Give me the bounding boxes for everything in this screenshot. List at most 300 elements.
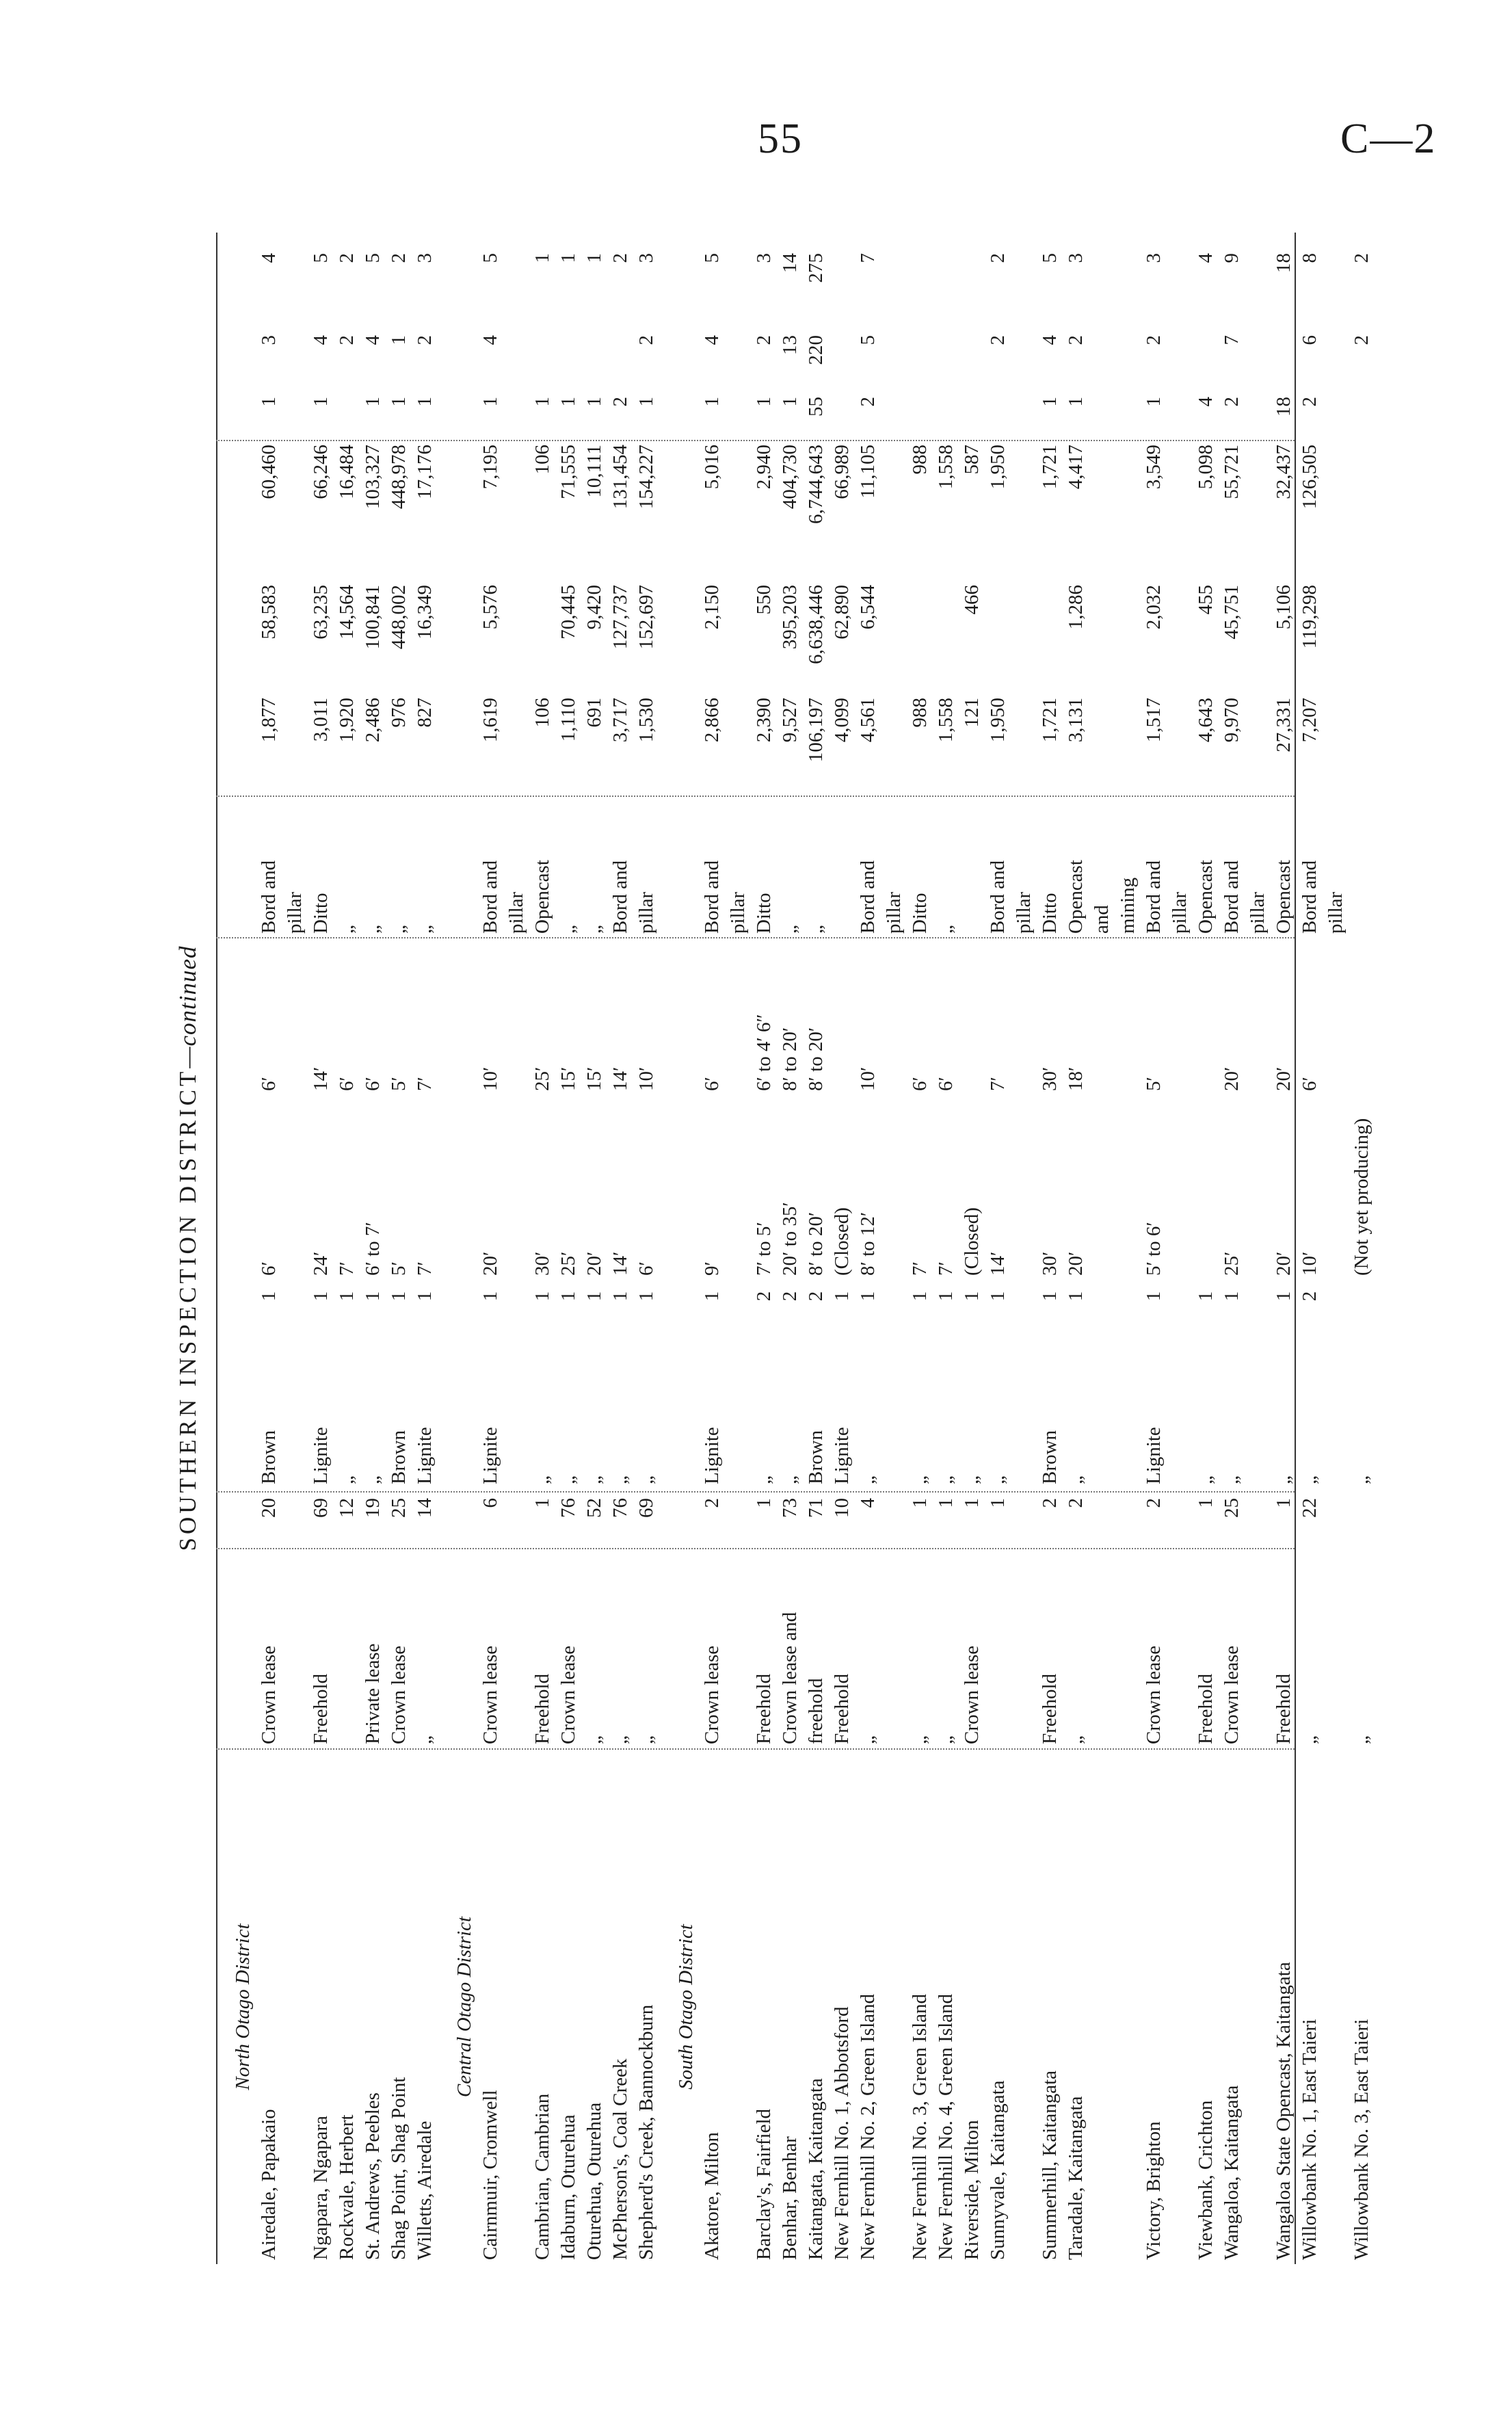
cell-thick: 6′	[635, 1261, 657, 1276]
cell-n3: 131,454	[609, 445, 631, 510]
cell-method: Bord and	[479, 860, 501, 934]
cell-n3: 7,195	[479, 445, 501, 490]
cell-method: pillar	[1013, 891, 1035, 934]
cell-thick: 7′	[909, 1261, 931, 1276]
cell-worked: 6′	[336, 1077, 358, 1091]
cell-method: Opencast	[531, 860, 553, 934]
cell-name: Taradale, Kaitangata	[1065, 2096, 1087, 2260]
cell-n6: 5	[1039, 253, 1061, 263]
cell-worked: 14′	[310, 1066, 332, 1091]
cell-n5	[829, 335, 855, 390]
district-heading-row	[451, 233, 477, 2264]
cell-name: Summerhill, Kaitangata	[1039, 2070, 1061, 2260]
cell-area	[503, 1498, 529, 1546]
cell-n3: 66,246	[310, 445, 332, 499]
cell-n4	[829, 397, 855, 438]
cell-tenure: Crown lease	[258, 1645, 280, 1744]
cell-coal	[282, 1313, 308, 1484]
cell-thick: 24′	[310, 1251, 332, 1276]
cell-method: pillar	[1247, 891, 1269, 934]
cell-area	[1323, 1498, 1349, 1546]
cell-n3: 106	[531, 445, 553, 475]
cell-n4: 1	[310, 397, 332, 407]
cell-n2: 448,002	[388, 585, 410, 650]
cell-n2: 119,298	[1299, 585, 1321, 649]
cell-n5: 4	[1039, 335, 1061, 345]
cell-area: 12	[336, 1498, 358, 1518]
cell-n1	[1115, 698, 1141, 793]
cell-area: 25	[1221, 1498, 1243, 1518]
table-row	[1089, 233, 1115, 2264]
cell-n1: 2,866	[701, 698, 723, 743]
cell-method	[959, 797, 985, 934]
cell-n4	[959, 397, 985, 438]
district-heading-row	[673, 233, 699, 2264]
cell-coal	[881, 1313, 907, 1484]
cell-coal: Lignite	[310, 1427, 332, 1484]
cell-n1: 106,197	[805, 698, 827, 763]
cell-area: 2	[1143, 1498, 1165, 1508]
cell-area: 6	[479, 1498, 501, 1508]
cell-n5: 2	[987, 335, 1009, 345]
cell-n1	[725, 698, 751, 793]
cell-thick: 25′	[1221, 1251, 1243, 1276]
cell-thick	[503, 1098, 529, 1276]
table-row	[581, 233, 607, 2264]
cell-name: St. Andrews, Peebles	[362, 2092, 384, 2260]
cell-name	[1115, 1754, 1141, 2260]
table-row	[959, 233, 985, 2264]
cell-coal	[503, 1313, 529, 1484]
cell-worked: 20′	[1273, 1066, 1295, 1091]
cell-n1	[1011, 698, 1037, 793]
cell-area	[725, 1498, 751, 1546]
cell-n3: 5,016	[701, 445, 723, 490]
cell-thick: 9′	[701, 1261, 723, 1276]
cell-n4: 1	[583, 397, 605, 407]
cell-n4: 1	[531, 397, 553, 407]
cell-n5	[581, 335, 607, 390]
cell-area: 76	[557, 1498, 579, 1518]
cell-n4: 1	[701, 397, 723, 407]
cell-n1: 1,721	[1039, 698, 1061, 743]
cell-n6: 4	[258, 253, 280, 263]
cell-name: Viewbank, Crichton	[1195, 2100, 1217, 2260]
cell-n3: 404,730	[779, 445, 801, 510]
cell-n6: 8	[1299, 253, 1321, 263]
cell-n1: 2,486	[362, 698, 384, 743]
cell-n5: 2	[753, 335, 775, 345]
cell-n6: 3	[414, 253, 436, 263]
cell-n1: 1,619	[479, 698, 501, 743]
cell-n1	[1089, 698, 1115, 793]
cell-tenure: Freehold	[1039, 1673, 1061, 1744]
cell-n6: 7	[857, 253, 879, 263]
cell-n4: 1	[779, 397, 801, 407]
cell-n4	[1323, 397, 1349, 438]
cell-thick: 14′	[609, 1251, 631, 1276]
cell-name: Barclay's, Fairfield	[753, 2108, 775, 2260]
cell-method: pillar	[284, 891, 306, 934]
table-title-suffix: —continued	[174, 945, 201, 1068]
cell-seams: 1	[831, 1291, 853, 1302]
table-row	[777, 233, 803, 2264]
cell-n2	[1115, 585, 1141, 694]
cell-n1: 976	[388, 698, 410, 728]
cell-n6: 5	[362, 253, 384, 263]
cell-n3: 6,744,643	[805, 445, 827, 524]
cell-method: Opencast	[1195, 860, 1217, 934]
cell-tenure: „	[857, 1735, 879, 1744]
cell-method: Bord and	[1299, 860, 1321, 934]
cell-thick: 25′	[557, 1251, 579, 1276]
cell-name: Akatore, Milton	[701, 2132, 723, 2260]
cell-seams: 1	[701, 1291, 723, 1302]
table-row	[1063, 233, 1089, 2264]
cell-n4	[933, 397, 959, 438]
cell-n1: 1,517	[1143, 698, 1165, 743]
cell-n2: 5,576	[479, 585, 501, 630]
cell-n5: 4	[362, 335, 384, 345]
cell-seams	[282, 1283, 308, 1310]
cell-n3: 587	[961, 445, 983, 475]
cell-n5: 2	[1143, 335, 1165, 345]
cell-method: and	[1091, 905, 1113, 934]
cell-seams	[1167, 1283, 1193, 1310]
cell-n3	[1115, 445, 1141, 581]
cell-method: Bord and	[1143, 860, 1165, 934]
cell-area	[1349, 1498, 1375, 1546]
cell-n5: 2	[1351, 335, 1372, 345]
cell-n1	[1167, 698, 1193, 793]
cell-n2	[1089, 585, 1115, 694]
cell-n3: 17,176	[414, 445, 436, 499]
cell-n2	[503, 585, 529, 694]
cell-seams: 2	[779, 1291, 801, 1302]
table-row	[503, 233, 529, 2264]
cell-method: Bord and	[1221, 860, 1243, 934]
cell-seams	[1323, 1283, 1349, 1310]
cell-area	[1011, 1498, 1037, 1546]
cell-area: 71	[805, 1498, 827, 1518]
cell-n1	[1349, 698, 1375, 793]
cell-n1: 3,131	[1065, 698, 1087, 743]
table-row	[1115, 233, 1141, 2264]
cell-n3	[881, 445, 907, 581]
cell-thick: 7′ to 5′	[753, 1222, 775, 1276]
cell-n5	[959, 335, 985, 390]
page-number: 55	[758, 116, 803, 162]
cell-n6	[1323, 253, 1349, 328]
cell-n2: 100,841	[362, 585, 384, 650]
cell-n2: 45,751	[1221, 585, 1243, 640]
cell-thick: 8′ to 20′	[805, 1211, 827, 1276]
cell-worked: 18′	[1065, 1066, 1087, 1091]
cell-n3: 71,555	[557, 445, 579, 499]
cell-seams: 1	[857, 1291, 879, 1302]
cell-n5: 2	[336, 335, 358, 345]
cell-n1: 4,561	[857, 698, 879, 743]
cell-n6: 18	[1273, 253, 1295, 273]
cell-coal: „	[531, 1475, 553, 1484]
cell-thick: 6′ to 7′	[362, 1222, 384, 1276]
cell-n3: 5,098	[1195, 445, 1217, 490]
cell-n1: 1,877	[258, 698, 280, 743]
cell-seams: 1	[388, 1291, 410, 1302]
cell-area: 1	[909, 1498, 931, 1508]
district-heading-row	[230, 233, 256, 2264]
cell-worked: 8′ to 20′	[805, 1027, 827, 1091]
cell-n1	[503, 698, 529, 793]
cell-n4	[334, 397, 360, 438]
cell-seams: 2	[753, 1291, 775, 1302]
cell-n2: 455	[1195, 585, 1217, 615]
cell-n2	[1323, 585, 1349, 694]
cell-area	[1167, 1498, 1193, 1546]
cell-n3: 4,417	[1065, 445, 1087, 490]
cell-thick: 5′ to 6′	[1143, 1222, 1165, 1276]
cell-seams	[725, 1283, 751, 1310]
cell-n2: 70,445	[557, 585, 579, 640]
cell-seams	[1011, 1283, 1037, 1310]
cell-n5: 5	[857, 335, 879, 345]
cell-n5: 1	[388, 335, 410, 345]
cell-n5	[1323, 335, 1349, 390]
cell-name: Rockvale, Herbert	[336, 2114, 358, 2260]
cell-n2: 466	[961, 585, 983, 615]
cell-thick: 20′	[583, 1251, 605, 1276]
cell-area	[881, 1498, 907, 1546]
cell-worked	[1011, 941, 1037, 1091]
table-row	[607, 233, 633, 2264]
cell-n3: 3,549	[1143, 445, 1165, 490]
cell-n3: 1,721	[1039, 445, 1061, 490]
cell-n3	[503, 445, 529, 581]
cell-name: Wangaloa State Opencast, Kaitangata	[1273, 1962, 1295, 2260]
cell-n2: 62,890	[831, 585, 853, 640]
cell-tenure	[881, 1553, 907, 1744]
cell-seams	[1089, 1283, 1115, 1310]
cell-name: Wangaloa, Kaitangata	[1221, 2085, 1243, 2260]
cell-thick: 7′	[414, 1261, 436, 1276]
cell-n3	[1349, 445, 1375, 581]
cell-area: 73	[779, 1498, 801, 1518]
cell-worked: 25′	[531, 1066, 553, 1091]
cell-method: Bord and	[258, 860, 280, 934]
cell-worked	[1089, 941, 1115, 1091]
cell-coal: „	[1065, 1475, 1087, 1484]
cell-tenure: Private lease	[362, 1643, 384, 1744]
cell-n4	[282, 397, 308, 438]
cell-name: New Fernhill No. 1, Abbotsford	[831, 2006, 853, 2260]
cell-n6: 14	[779, 253, 801, 273]
cell-worked	[503, 941, 529, 1091]
cell-n1	[881, 698, 907, 793]
table-row	[829, 233, 855, 2264]
cell-n1: 2,390	[753, 698, 775, 743]
cell-n3: 60,460	[258, 445, 280, 499]
cell-n6	[282, 253, 308, 328]
cell-seams: 1	[935, 1291, 957, 1302]
cell-area: 1	[753, 1498, 775, 1508]
cell-coal: „	[987, 1475, 1009, 1484]
cell-n4	[1089, 397, 1115, 438]
cell-tenure: Crown lease	[1143, 1645, 1165, 1744]
table-row	[1037, 233, 1063, 2264]
cell-n1	[1323, 698, 1349, 793]
cell-n5: 2	[635, 335, 657, 345]
table-row	[855, 233, 881, 2264]
table-row	[1193, 233, 1219, 2264]
cell-n1: 4,099	[831, 698, 853, 743]
cell-area	[1089, 1498, 1115, 1546]
cell-name	[282, 1754, 308, 2260]
cell-worked: 6′	[258, 1077, 280, 1091]
cell-tenure	[1167, 1553, 1193, 1744]
cell-thick: 20′	[1065, 1251, 1087, 1276]
cell-tenure: „	[583, 1735, 605, 1744]
cell-seams: 1	[635, 1291, 657, 1302]
cell-n1: 988	[909, 698, 931, 728]
cell-n1: 3,717	[609, 698, 631, 743]
cell-n4	[1011, 397, 1037, 438]
cell-n1: 9,970	[1221, 698, 1243, 743]
cell-thick: (Not yet producing)	[1351, 1118, 1372, 1276]
cell-worked	[829, 941, 855, 1091]
cell-n6	[933, 253, 959, 328]
cell-n3: 988	[909, 445, 931, 475]
cell-tenure	[1115, 1553, 1141, 1744]
cell-thick	[282, 1098, 308, 1276]
cell-n2: 6,544	[857, 585, 879, 630]
cell-tenure: Freehold	[310, 1673, 332, 1744]
cell-coal	[1115, 1313, 1141, 1484]
cell-worked: 8′ to 20′	[779, 1027, 801, 1091]
cell-coal: Lignite	[479, 1427, 501, 1484]
cell-n3: 55,721	[1221, 445, 1243, 499]
cell-tenure: „	[635, 1735, 657, 1744]
cell-name	[1167, 1754, 1193, 2260]
cell-coal	[1167, 1313, 1193, 1484]
cell-area: 2	[1039, 1498, 1061, 1508]
cell-coal: Brown	[388, 1430, 410, 1484]
cell-thick	[1193, 1098, 1219, 1276]
cell-n2: 2,032	[1143, 585, 1165, 630]
cell-name: Cairnmuir, Cromwell	[479, 2090, 501, 2260]
cell-coal: „	[753, 1475, 775, 1484]
cell-seams: 1	[1273, 1291, 1295, 1302]
table-row	[334, 233, 360, 2264]
table-row	[529, 233, 555, 2264]
cell-n4: 1	[1039, 397, 1061, 407]
cell-n4: 1	[414, 397, 436, 407]
cell-area: 69	[635, 1498, 657, 1518]
cell-tenure: Crown lease	[388, 1645, 410, 1744]
cell-coal	[1089, 1313, 1115, 1484]
cell-method: „	[336, 925, 358, 934]
cell-coal: Lignite	[831, 1427, 853, 1484]
cell-coal: „	[857, 1475, 879, 1484]
cell-area: 1	[1273, 1498, 1295, 1508]
cell-n2: 2,150	[701, 585, 723, 630]
cell-n3: 154,227	[635, 445, 657, 510]
cell-worked: 15′	[583, 1066, 605, 1091]
cell-n2: 127,737	[609, 585, 631, 650]
cell-seams: 1	[961, 1291, 983, 1302]
cell-n4: 2	[1221, 397, 1243, 407]
cell-method	[1349, 797, 1375, 934]
cell-worked: 6′	[701, 1077, 723, 1091]
cell-tenure	[282, 1553, 308, 1744]
cell-worked: 6′ to 4′ 6″	[753, 1014, 775, 1091]
cell-n5: 2	[1065, 335, 1087, 345]
table-row	[881, 233, 907, 2264]
cell-n6: 3	[635, 253, 657, 263]
cell-n4	[503, 397, 529, 438]
table-row	[412, 233, 438, 2264]
cell-n4	[1349, 397, 1375, 438]
cell-tenure: Freehold	[831, 1673, 853, 1744]
cell-n3	[1167, 445, 1193, 581]
cell-n1	[282, 698, 308, 793]
table-row	[360, 233, 386, 2264]
cell-n6: 2	[388, 253, 410, 263]
cell-tenure: Crown lease and	[779, 1612, 801, 1744]
cell-worked: 7′	[987, 1077, 1009, 1091]
cell-worked	[1115, 941, 1141, 1091]
cell-name	[503, 1754, 529, 2260]
cell-seams: 1	[1221, 1291, 1243, 1302]
cell-n5	[1245, 335, 1271, 390]
cell-method: pillar	[727, 891, 749, 934]
cell-thick	[1011, 1098, 1037, 1276]
cell-n2	[1349, 585, 1375, 694]
cell-n5	[725, 335, 751, 390]
cell-area: 1	[961, 1498, 983, 1508]
cell-n1: 1,920	[336, 698, 358, 743]
cell-n4: 1	[1065, 397, 1087, 407]
cell-n4	[907, 397, 933, 438]
cell-seams: 1	[479, 1291, 501, 1302]
cell-name: Airedale, Papakaio	[258, 2109, 280, 2260]
cell-name: Riverside, Milton	[961, 2120, 983, 2260]
cell-n3: 2,940	[753, 445, 775, 490]
cell-seams: 1	[1065, 1291, 1087, 1302]
cell-coal: Brown	[805, 1430, 827, 1484]
cell-coal: „	[909, 1475, 931, 1484]
cell-method: Ditto	[310, 893, 332, 934]
cell-tenure: „	[935, 1735, 957, 1744]
cell-worked	[1167, 941, 1193, 1091]
cell-coal: Lignite	[1143, 1427, 1165, 1484]
cell-name: New Fernhill No. 3, Green Island	[909, 1994, 931, 2260]
cell-n3: 448,978	[388, 445, 410, 510]
cell-seams: 1	[362, 1291, 384, 1302]
cell-n4: 1	[258, 397, 280, 407]
cell-n2: 395,203	[779, 585, 801, 650]
cell-n1: 121	[961, 698, 983, 728]
cell-thick: (Closed)	[961, 1207, 983, 1276]
cell-n6: 275	[805, 253, 827, 283]
cell-worked: 10′	[479, 1066, 501, 1091]
table-row	[751, 233, 777, 2264]
table-row	[555, 233, 581, 2264]
cell-n4: 18	[1273, 397, 1295, 417]
cell-n6	[1245, 253, 1271, 328]
cell-n5	[1011, 335, 1037, 390]
table-row	[1167, 233, 1193, 2264]
cell-seams	[503, 1283, 529, 1310]
